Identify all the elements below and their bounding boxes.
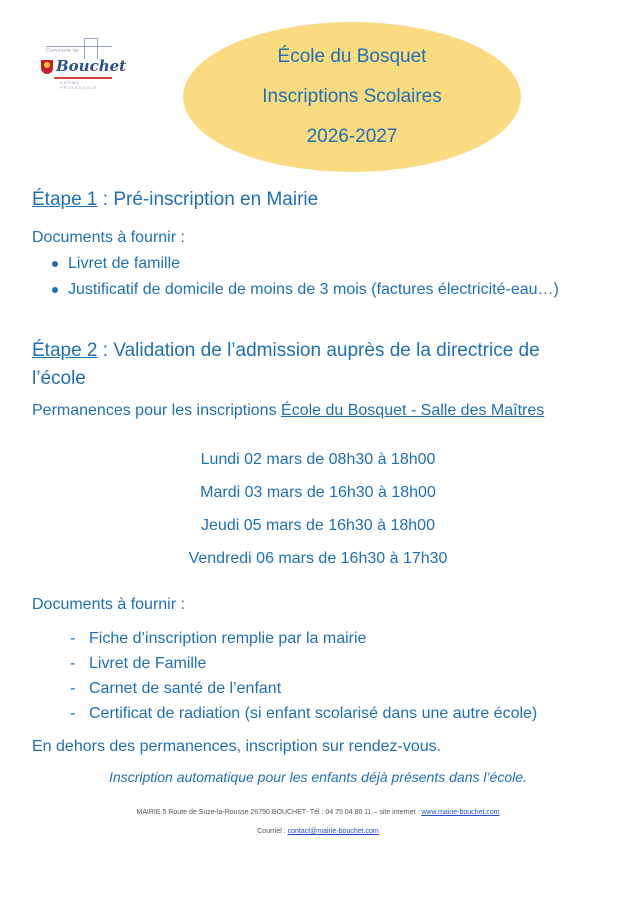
appointment-note: En dehors des permanences, inscription sur rendez-vous.: [32, 738, 442, 755]
step1-text: : Pré-inscription en Mairie: [97, 189, 319, 210]
footer-email-label: Courriel :: [257, 828, 288, 835]
list-item: Livret de famille: [50, 251, 570, 277]
step2-documents-list: [70, 626, 610, 726]
step1-label: Étape 1: [32, 189, 98, 210]
page-title: Inscriptions Scolaires: [262, 86, 442, 107]
email-link[interactable]: contact@mairie-bouchet.com: [287, 828, 379, 835]
list-item: - Livret de Famille: [70, 651, 610, 676]
school-year: 2026-2027: [306, 126, 398, 147]
automatic-inscription-note: Inscription automatique pour les enfants déjà présents dans l’école.: [109, 769, 527, 785]
list-item: - Fiche d’inscription remplie par la mairie: [70, 626, 610, 651]
step1-documents-list: [50, 251, 570, 303]
footer-email-line: [0, 828, 636, 835]
footer-address-line: [0, 809, 636, 816]
schedule-item: Vendredi 06 mars de 16h30 à 17h30: [188, 550, 448, 567]
coat-of-arms-icon: [41, 60, 53, 74]
permanences-line: [32, 402, 544, 420]
step1-heading: [32, 186, 592, 214]
step2-label: Étape 2: [32, 340, 98, 361]
permanences-prefix: Permanences pour les inscriptions: [32, 402, 282, 419]
header-ellipse: [183, 22, 521, 172]
logo-small-text: Commune de: [46, 48, 80, 54]
schedule-item: Jeudi 05 mars de 16h30 à 18h00: [201, 517, 435, 534]
permanences-place: École du Bosquet - Salle des Maîtres: [281, 402, 545, 419]
list-item: Justificatif de domicile de moins de 3 mois (factures électricité-eau…): [50, 277, 570, 303]
step2-documents-heading: Documents à fournir :: [32, 596, 185, 613]
school-name: École du Bosquet: [277, 46, 427, 67]
logo-name: Bouchet: [56, 57, 127, 75]
list-item: - Carnet de santé de l’enfant: [70, 676, 610, 701]
castle-tower-icon: [84, 38, 98, 59]
footer-address: MAIRIE 5 Route de Suze-la-Rousse 26790 BOUCHET- Tél : 04 75 04 80 11 – site internet :: [136, 809, 422, 816]
schedule-item: Mardi 03 mars de 16h30 à 18h00: [200, 484, 436, 501]
website-link[interactable]: www.mairie-bouchet.com: [421, 809, 500, 816]
step2-text: : Validation de l’admission auprès de la directrice de l’école: [32, 340, 540, 389]
bouchet-logo: [38, 36, 127, 90]
schedule-item: Lundi 02 mars de 08h30 à 18h00: [200, 451, 436, 468]
step2-heading: [32, 337, 592, 393]
step1-documents-heading: Documents à fournir :: [32, 229, 185, 246]
list-item: - Certificat de radiation (si enfant scolarisé dans une autre école): [70, 701, 610, 726]
logo-tagline: DRÔME PROVENÇALE: [60, 80, 98, 90]
